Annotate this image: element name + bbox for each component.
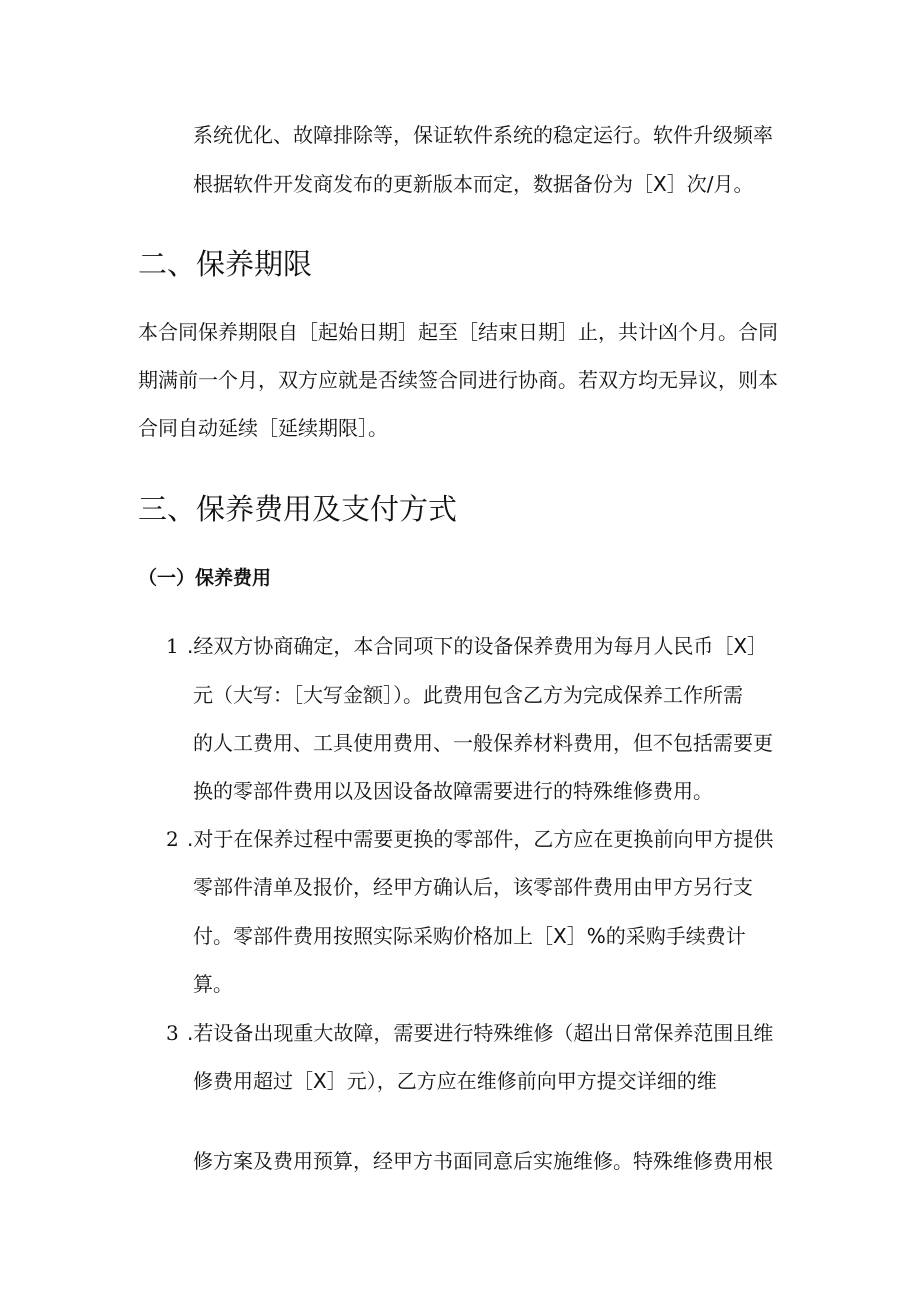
list-item-number: 2: [166, 827, 179, 851]
list-item-line: 修费用超过［X］元），乙方应在维修前向甲方提交详细的维: [193, 1069, 717, 1093]
list-item-number: 3: [166, 1021, 179, 1045]
section-heading: 三、保养费用及支付方式: [138, 492, 458, 526]
paragraph-line: 合同自动延续［延续期限］。: [138, 416, 388, 440]
paragraph-line: 本合同保养期限自［起始日期］起至［结束日期］止，共计凶个月。合同: [138, 320, 778, 344]
list-item-line: 元（大写：［大写金额］）。此费用包含乙方为完成保养工作所需: [193, 683, 743, 707]
list-item-line: 零部件清单及报价，经甲方确认后，该零部件费用由甲方另行支: [193, 875, 753, 899]
paragraph-line: 期满前一个月，双方应就是否续签合同进行协商。若双方均无异议，则本: [138, 368, 778, 392]
list-item-line: 换的零部件费用以及因设备故障需要进行的特殊维修费用。: [193, 779, 713, 803]
list-item-line: 的人工费用、工具使用费用、一般保养材料费用，但不包括需要更: [193, 731, 773, 755]
list-item-line: 修方案及费用预算，经甲方书面同意后实施维修。特殊维修费用根: [193, 1149, 773, 1173]
list-item-line: .对于在保养过程中需要更换的零部件，乙方应在更换前向甲方提供: [187, 827, 774, 851]
list-item-line: .经双方协商确定，本合同项下的设备保养费用为每月人民币［X］: [187, 634, 768, 658]
intro-line: 根据软件开发商发布的更新版本而定，数据备份为［X］次/月。: [193, 172, 754, 196]
list-item-number: 1: [166, 634, 179, 658]
list-item-line: .若设备出现重大故障，需要进行特殊维修（超出日常保养范围且维: [187, 1021, 774, 1045]
list-item-line: 算。: [193, 972, 233, 996]
intro-line: 系统优化、故障排除等，保证软件系统的稳定运行。软件升级频率: [193, 123, 773, 147]
list-item-line: 付。零部件费用按照实际采购价格加上［X］%的采购手续费计: [193, 924, 746, 948]
subsection-heading: （一）保养费用: [138, 567, 272, 589]
section-heading: 二、保养期限: [138, 247, 313, 281]
